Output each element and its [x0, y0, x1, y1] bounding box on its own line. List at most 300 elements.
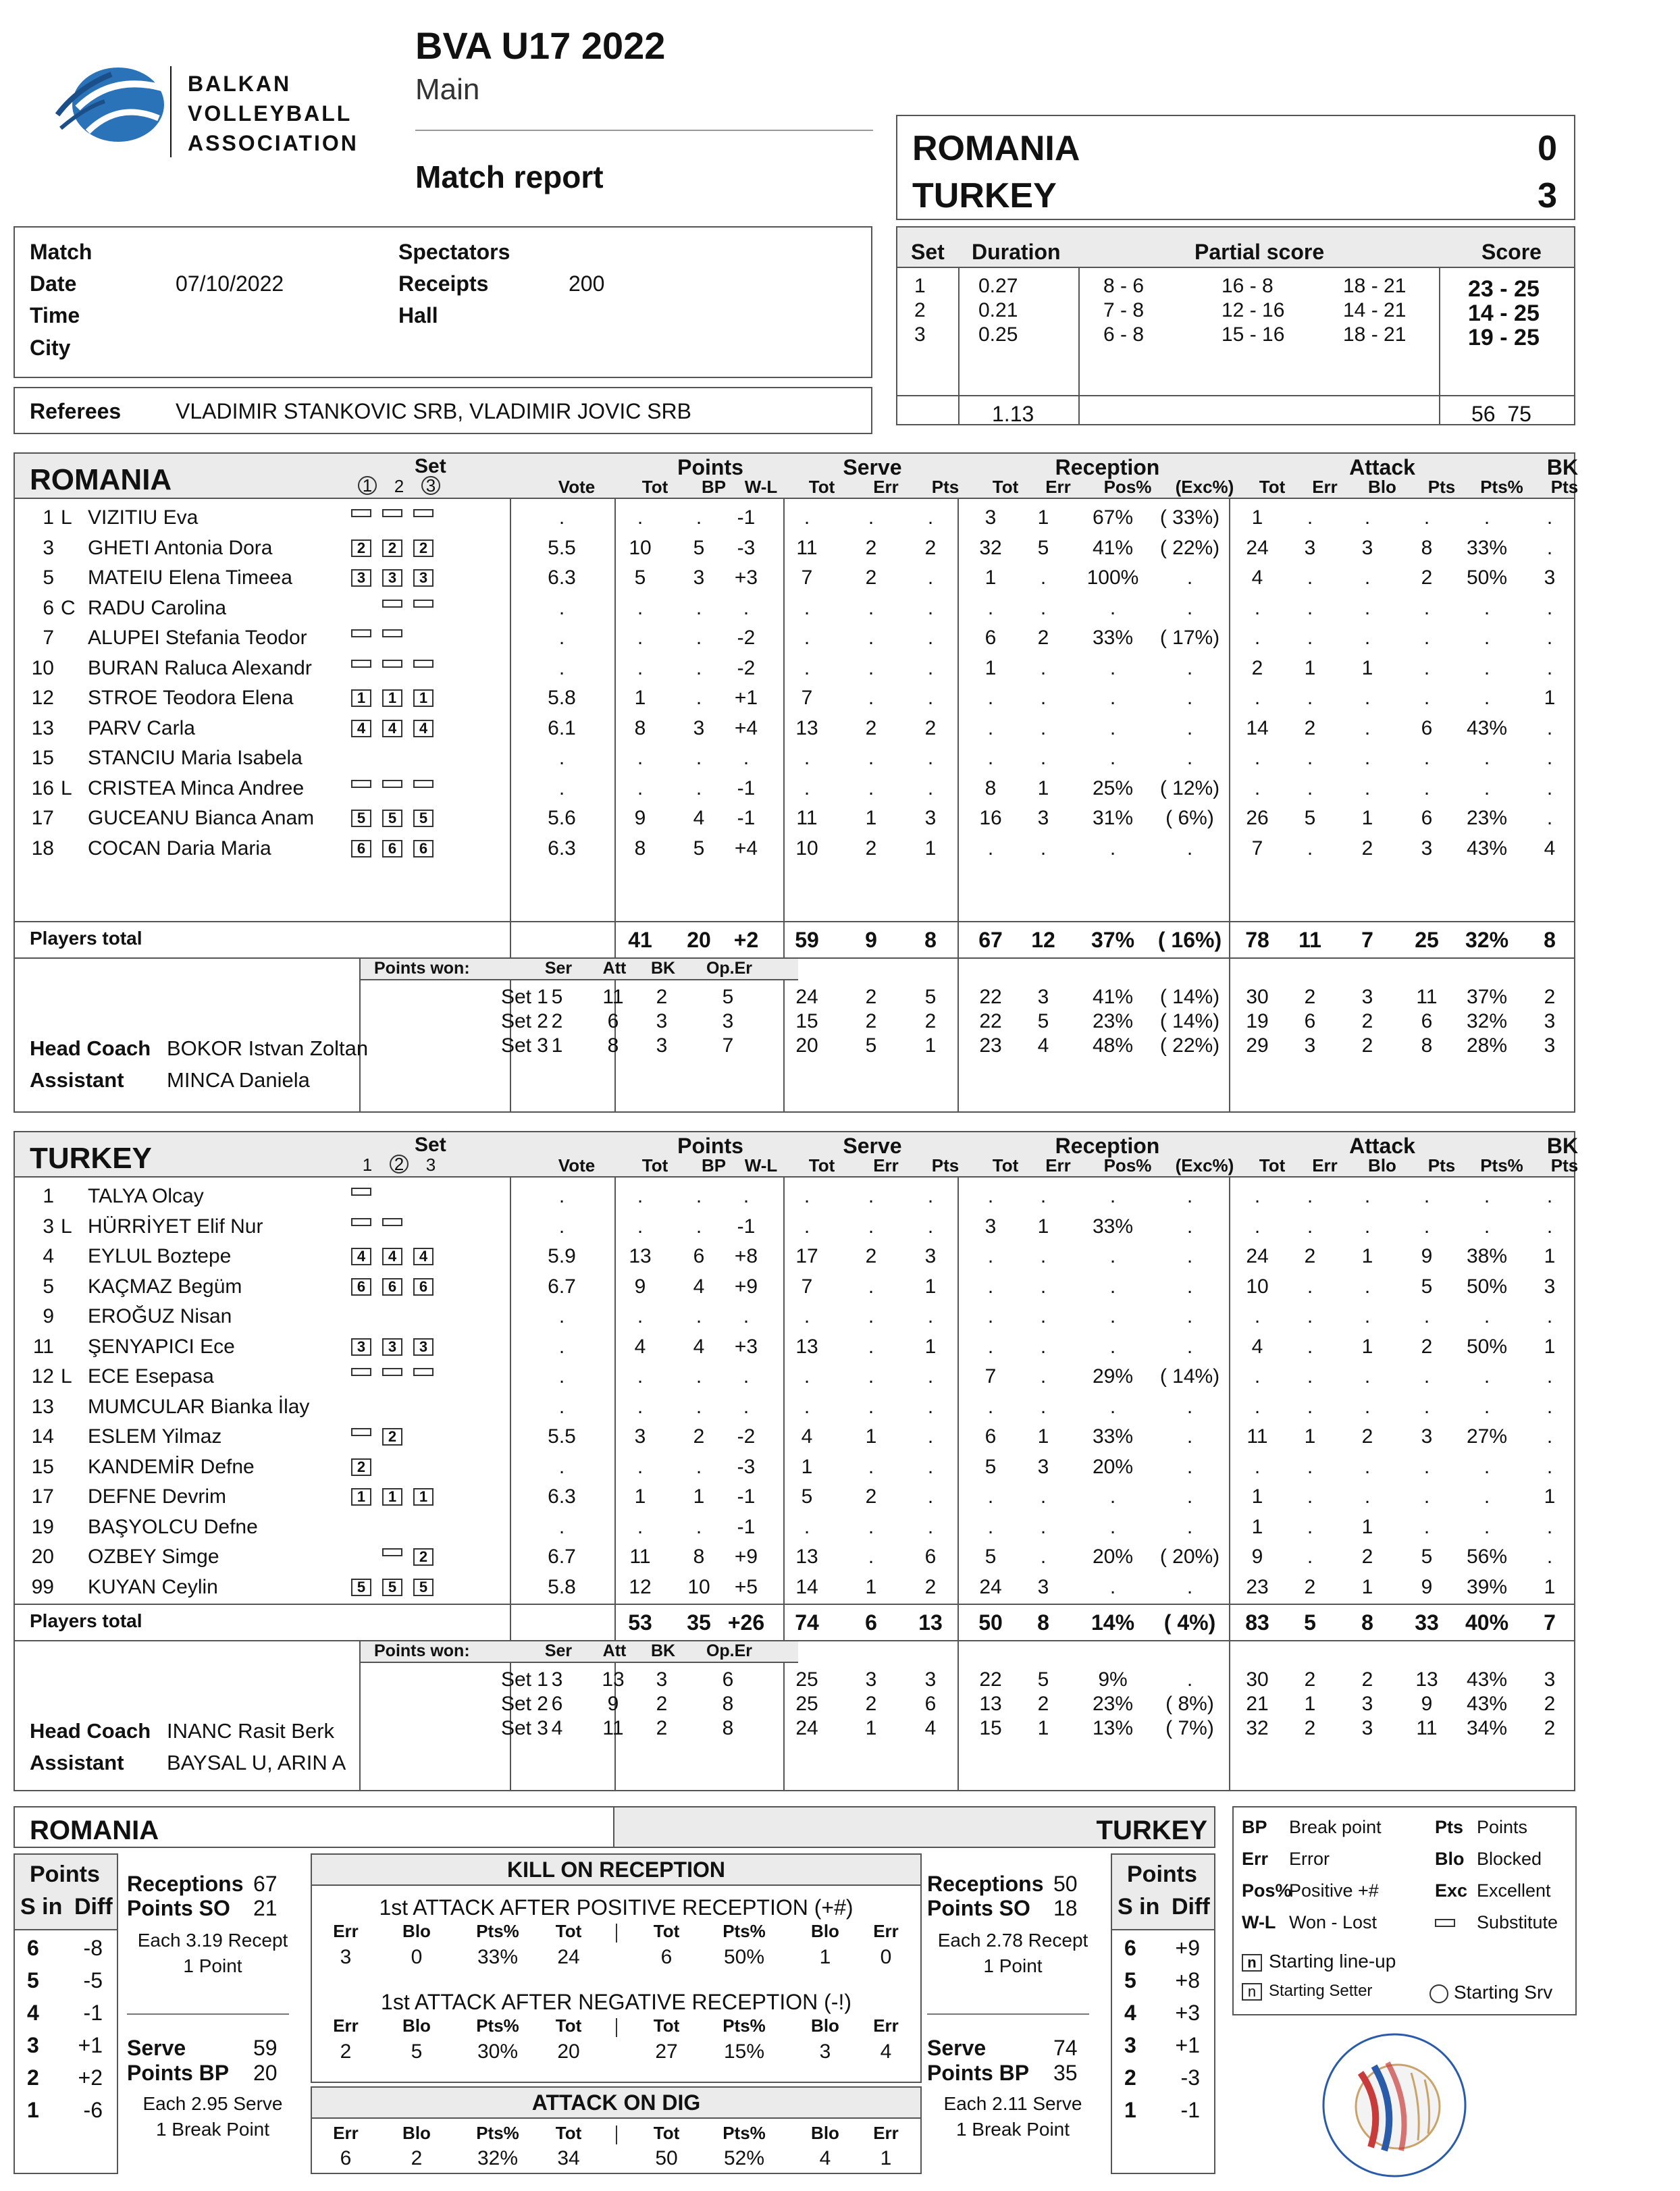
total-value: 78 — [1245, 928, 1269, 952]
rotation-diff: -1 — [83, 2001, 103, 2025]
player-number: 11 — [32, 1335, 54, 1358]
stat-value: 1 — [1544, 1485, 1556, 1508]
stat-value: . — [987, 1485, 994, 1508]
kill-divider — [616, 2018, 617, 2037]
lineup-position: 4 — [382, 1248, 402, 1265]
set-stat-value: 3 — [1544, 1668, 1556, 1691]
total-value: 11 — [1298, 928, 1321, 952]
sets-total-row — [896, 395, 1575, 425]
lineup-position: 1 — [382, 689, 402, 707]
col-sub-header: BP — [701, 477, 727, 497]
set-points-won: 3 — [656, 1668, 668, 1691]
stat-value: +4 — [734, 716, 758, 739]
legend-srv — [1429, 1982, 1552, 2003]
legend-abbr: BP — [1242, 1817, 1267, 1837]
kill-value: 3 — [340, 1946, 352, 1968]
stat-value: . — [1186, 566, 1193, 589]
substitute-icon — [351, 509, 371, 517]
player-number: 14 — [31, 1425, 54, 1448]
rotation-number: 2 — [1124, 2065, 1136, 2090]
set-stat-value: 3 — [1037, 986, 1049, 1008]
player-name: OZBEY Simge — [88, 1546, 219, 1568]
stat-value: . — [1109, 1575, 1116, 1598]
lineup-position: 2 — [413, 1548, 434, 1566]
lineup-label: Starting line-up — [1269, 1951, 1396, 1972]
player-name: BURAN Raluca Alexandr — [88, 656, 312, 679]
kill-col-header: Tot — [653, 1921, 680, 1941]
stat-value: 2 — [1361, 837, 1373, 860]
lineup-position: 3 — [413, 1338, 434, 1356]
stat-value: . — [1423, 1215, 1430, 1238]
lineup-position: 2 — [382, 539, 402, 557]
rotation-diff: -1 — [1180, 2098, 1200, 2122]
stat-value: . — [637, 1395, 644, 1418]
stat-value: . — [1186, 747, 1193, 769]
kill-col-header: Pts% — [723, 2015, 766, 2036]
stat-value: . — [927, 506, 934, 529]
substitute-icon — [351, 1428, 371, 1436]
kill-col-header: Blo — [402, 2015, 431, 2036]
stat-value: 5 — [693, 837, 705, 860]
stat-value: 6.7 — [548, 1275, 576, 1298]
stat-value: . — [804, 1185, 810, 1207]
col-sub-header: Tot — [641, 1155, 668, 1176]
stat-value: . — [1546, 1215, 1553, 1238]
substitute-icon — [351, 1368, 371, 1376]
stat-value: . — [868, 776, 874, 799]
player-number: 17 — [31, 807, 54, 829]
stat-value: . — [1109, 747, 1116, 769]
lineup-position: 4 — [351, 720, 371, 737]
setter-square-icon: n — [1242, 1983, 1262, 2001]
stat-value: . — [1307, 596, 1313, 619]
stat-value: 2 — [1251, 656, 1263, 679]
stat-value: . — [1423, 1485, 1430, 1508]
kill-value: 20 — [557, 2040, 580, 2063]
stat-value: . — [804, 1365, 810, 1388]
player-name: ALUPEI Stefania Teodor — [88, 627, 307, 649]
player-name: ECE Esepasa — [88, 1365, 214, 1388]
stat-value: . — [1109, 1395, 1116, 1418]
rotation-diff: +1 — [78, 2033, 103, 2057]
set-stat-value: 5 — [924, 986, 937, 1008]
stat-value: 33% — [1092, 627, 1134, 649]
stat-value: 8 — [693, 1546, 705, 1568]
set-mark: 3 — [421, 476, 440, 495]
set-stat-value: 29 — [1246, 1034, 1269, 1057]
stat-value: 9 — [634, 1275, 646, 1298]
player-number: 12 — [31, 1365, 54, 1388]
col-sub-header: Pts — [931, 477, 960, 497]
total-value: 33 — [1415, 1610, 1439, 1635]
player-name: KAÇMAZ Begüm — [88, 1275, 242, 1298]
total-value: 14% — [1091, 1610, 1135, 1635]
total-value: 53 — [628, 1610, 652, 1635]
set-mark: 3 — [425, 1155, 436, 1175]
total-value: 50 — [978, 1610, 1003, 1635]
stat-value: 2 — [1037, 627, 1049, 649]
stat-value: . — [1364, 1485, 1371, 1508]
stat-value: . — [868, 1305, 874, 1327]
stat-value: 2 — [1421, 1335, 1433, 1358]
stat-value: 5.8 — [548, 1575, 576, 1598]
stat-value: . — [868, 596, 874, 619]
stat-value: . — [1040, 1395, 1047, 1418]
head-coach-label: Head Coach — [30, 1036, 151, 1060]
rotation-number: 3 — [27, 2033, 39, 2057]
stat-value: . — [1109, 716, 1116, 739]
stat-value: . — [1186, 596, 1193, 619]
stat-value: 31% — [1092, 807, 1134, 829]
points-won-col: Ser — [544, 1641, 573, 1660]
stat-value: . — [1186, 1395, 1193, 1418]
stat-value: 41% — [1092, 536, 1134, 559]
legend-abbr: Pts — [1435, 1817, 1464, 1837]
points-won-col: BK — [650, 959, 676, 978]
home-team-name: ROMANIA — [912, 129, 1080, 168]
home-points-label: Points — [30, 1862, 100, 1887]
set-stat-value: 22 — [979, 1010, 1002, 1032]
set-score: 14 - 25 — [1468, 300, 1540, 326]
stat-value: . — [868, 1455, 874, 1478]
stat-value: . — [1307, 1395, 1313, 1418]
stat-value: 1 — [1361, 807, 1373, 829]
stat-value: . — [804, 1305, 810, 1327]
stat-value: . — [804, 747, 810, 769]
stat-value: 2 — [865, 1485, 877, 1508]
player-row — [15, 803, 1574, 833]
set-stat-value: 3 — [1304, 1034, 1316, 1057]
players-total-label: Players total — [30, 1610, 142, 1631]
stat-value: . — [1109, 1245, 1116, 1267]
team-section-romania — [14, 452, 1579, 1113]
kill-value: 3 — [819, 2040, 831, 2063]
stat-value: . — [558, 1335, 565, 1358]
away-so-panel — [922, 1870, 1104, 2167]
rotation-diff: +2 — [78, 2065, 103, 2090]
set-stat-value: 32 — [1246, 1717, 1269, 1739]
set-points-won: 2 — [656, 1693, 668, 1715]
head-coach-name: BOKOR Istvan Zoltan — [167, 1036, 369, 1060]
away-serve-value: 74 — [1053, 2036, 1078, 2060]
stat-value: . — [1364, 1365, 1371, 1388]
stat-value: . — [1307, 566, 1313, 589]
col-sub-header: Pts% — [1480, 1155, 1523, 1176]
home-each-serve: Each 2.95 Serve — [142, 2093, 283, 2114]
time-label: Time — [30, 303, 80, 327]
col-sub-header: Pos% — [1103, 1155, 1152, 1176]
away-sets: 3 — [1538, 176, 1557, 215]
stat-value: . — [1423, 1455, 1430, 1478]
set-stat-label: Set 3 — [500, 1034, 548, 1057]
stat-value: . — [1109, 1515, 1116, 1538]
legend-abbr: Exc — [1435, 1880, 1468, 1901]
partial-3: 14 - 21 — [1343, 299, 1407, 321]
set-points-won: 11 — [602, 1717, 624, 1739]
away-team-name: TURKEY — [912, 176, 1057, 215]
stat-value: . — [1423, 1185, 1430, 1207]
kill-value: 50% — [723, 1946, 765, 1968]
set-stat-value: 23% — [1092, 1010, 1134, 1032]
stat-value: . — [927, 1395, 934, 1418]
player-name: EYLUL Boztepe — [88, 1245, 232, 1267]
player-number: 17 — [31, 1485, 54, 1508]
player-row — [15, 562, 1574, 592]
col-group-bk: BK — [1546, 1134, 1579, 1158]
set-stat-value: 24 — [795, 1717, 818, 1739]
player-number: 3 — [43, 536, 54, 559]
stat-value: 6.3 — [548, 566, 576, 589]
total-value: 41 — [628, 928, 652, 952]
col-sub-header: Tot — [641, 477, 668, 497]
away-so-label: Points SO — [927, 1896, 1030, 1920]
stat-value: -1 — [737, 776, 756, 799]
rotation-number: 6 — [27, 1936, 39, 1960]
stat-value: . — [868, 687, 874, 709]
col-sub-header: Err — [1045, 477, 1071, 497]
stat-value: . — [1186, 1215, 1193, 1238]
stat-value: . — [927, 566, 934, 589]
stat-value: 38% — [1466, 1245, 1508, 1267]
total-value: ( 16%) — [1157, 928, 1222, 952]
player-number: 19 — [31, 1515, 54, 1538]
set-stat-label: Set 1 — [500, 1668, 548, 1691]
referees-box — [14, 387, 872, 434]
player-name: MATEIU Elena Timeea — [88, 566, 292, 589]
stat-value: 3 — [985, 506, 997, 529]
set-stat-value: 5 — [1037, 1668, 1049, 1691]
lineup-position: 3 — [413, 569, 434, 587]
stat-value: 2 — [1361, 1425, 1373, 1448]
team-header — [15, 1132, 1579, 1178]
set-points-won: 3 — [656, 1010, 668, 1032]
stat-value: . — [1423, 506, 1430, 529]
stat-value: 3 — [985, 1215, 997, 1238]
legend-desc: Substitute — [1477, 1912, 1558, 1932]
player-row — [15, 1512, 1574, 1541]
set-stats-separator — [359, 1641, 361, 1790]
stat-value: . — [1109, 1275, 1116, 1298]
rotation-diff: +3 — [1175, 2001, 1200, 2025]
player-name: ŞENYAPICI Ece — [88, 1335, 235, 1358]
stat-value: . — [743, 1305, 750, 1327]
stat-value: 1 — [1251, 1485, 1263, 1508]
set-stat-value: 48% — [1092, 1034, 1134, 1057]
lineup-position: 2 — [351, 1458, 371, 1476]
stat-value: 2 — [865, 566, 877, 589]
stat-value: . — [1109, 837, 1116, 860]
away-so-value: 18 — [1053, 1896, 1078, 1920]
stat-value: . — [1040, 1275, 1047, 1298]
lineup-position: 6 — [351, 1278, 371, 1296]
set-stat-value: 8 — [1421, 1034, 1433, 1057]
date-value: 07/10/2022 — [176, 271, 284, 296]
stat-value: . — [1307, 1305, 1313, 1327]
stat-value: . — [695, 627, 702, 649]
col-sub-header: Blo — [1368, 477, 1396, 497]
set-stat-value: ( 14%) — [1159, 986, 1220, 1008]
player-row — [15, 1241, 1574, 1271]
stat-value: 1 — [1361, 1515, 1373, 1538]
substitute-icon — [351, 1218, 371, 1226]
lineup-position: 5 — [382, 1579, 402, 1596]
stat-value: . — [804, 596, 810, 619]
player-row — [15, 1181, 1574, 1211]
away-rec-value: 50 — [1053, 1872, 1078, 1896]
set-stat-value: 13 — [1415, 1668, 1438, 1691]
stat-value: . — [1040, 1485, 1047, 1508]
lineup-position: 5 — [413, 810, 434, 827]
stat-value: . — [1546, 776, 1553, 799]
bottom-header-home — [14, 1806, 614, 1848]
player-name: DEFNE Devrim — [88, 1485, 227, 1508]
col-sub-header: Tot — [1259, 477, 1286, 497]
set-stat-value: 4 — [924, 1717, 937, 1739]
set-number: 3 — [914, 323, 926, 346]
points-won-col: Op.Er — [706, 1641, 753, 1660]
set-points-won: 2 — [656, 986, 668, 1008]
stat-value: . — [804, 1215, 810, 1238]
stat-value: . — [695, 656, 702, 679]
stat-value: 3 — [1304, 536, 1316, 559]
kill-col-header: Tot — [555, 1921, 582, 1941]
stat-value: . — [1484, 687, 1490, 709]
substitute-icon — [382, 1368, 402, 1376]
stat-value: 6 — [985, 1425, 997, 1448]
stat-value: 11 — [629, 1546, 651, 1568]
set-points-won: 3 — [551, 1668, 563, 1691]
kill-value: 6 — [660, 1946, 673, 1968]
stat-value: 6 — [985, 627, 997, 649]
col-group-serve: Serve — [843, 455, 902, 479]
player-row — [15, 833, 1574, 863]
col-sub-header: Pts — [1550, 477, 1579, 497]
stat-value: 43% — [1466, 837, 1508, 860]
set-stat-value: 20 — [795, 1034, 818, 1057]
stat-value: . — [1186, 1455, 1193, 1478]
set-points-won: 9 — [607, 1693, 619, 1715]
stat-value: 1 — [1304, 656, 1316, 679]
player-row — [15, 743, 1574, 772]
stat-value: 2 — [1304, 716, 1316, 739]
stat-value: . — [1254, 1365, 1261, 1388]
stat-value: 8 — [1421, 536, 1433, 559]
rotation-number: 5 — [27, 1968, 39, 1992]
set-stat-value: 3 — [1361, 986, 1373, 1008]
set-points-won: 5 — [551, 986, 563, 1008]
player-row — [15, 653, 1574, 683]
stat-value: . — [1040, 687, 1047, 709]
substitute-legend-icon — [1435, 1919, 1455, 1927]
player-row — [15, 1541, 1574, 1571]
set-stat-label: Set 1 — [500, 986, 548, 1008]
stat-value: 1 — [924, 837, 937, 860]
stat-value: . — [1254, 747, 1261, 769]
set-stat-value: 19 — [1246, 1010, 1269, 1032]
set-points-won: 8 — [722, 1717, 734, 1739]
stat-value: . — [637, 656, 644, 679]
stat-value: . — [868, 656, 874, 679]
stat-value: . — [987, 1395, 994, 1418]
stat-value: . — [1546, 1546, 1553, 1568]
set-stat-value: 5 — [1037, 1010, 1049, 1032]
stat-value: 1 — [1361, 1575, 1373, 1598]
kill-col-header: Pts% — [476, 2123, 519, 2143]
stat-value: 2 — [924, 1575, 937, 1598]
col-sub-header: W-L — [744, 477, 778, 497]
total-value: 74 — [795, 1610, 819, 1635]
rotation-number: 3 — [1124, 2033, 1136, 2057]
stat-value: 6.3 — [548, 837, 576, 860]
stat-value: . — [868, 1546, 874, 1568]
stat-value: . — [1546, 1425, 1553, 1448]
stat-value: 2 — [865, 536, 877, 559]
stat-value: . — [1307, 747, 1313, 769]
stat-value: . — [987, 837, 994, 860]
set-stat-value: 4 — [1037, 1034, 1049, 1057]
total-duration: 1.13 — [992, 402, 1034, 426]
stat-value: 10 — [629, 536, 652, 559]
stat-value: . — [1186, 1275, 1193, 1298]
stat-value: . — [695, 1215, 702, 1238]
stat-value: . — [695, 747, 702, 769]
stat-value: 8 — [634, 716, 646, 739]
stat-value: 5.6 — [548, 807, 576, 829]
stat-value: -2 — [737, 656, 756, 679]
stat-value: . — [868, 747, 874, 769]
stat-value: 50% — [1466, 566, 1508, 589]
stat-value: . — [1040, 716, 1047, 739]
stat-value: . — [1307, 837, 1313, 860]
lineup-position: 1 — [351, 1488, 371, 1506]
kill-value: 0 — [880, 1946, 892, 1968]
stat-value: . — [1186, 1185, 1193, 1207]
report-title: Match report — [415, 159, 604, 194]
stat-value: . — [1423, 747, 1430, 769]
kill-col-header: Err — [333, 2123, 359, 2143]
player-name: MUMCULAR Bianka İlay — [88, 1395, 310, 1418]
stat-value: . — [1484, 656, 1490, 679]
legend-abbr: W-L — [1242, 1912, 1276, 1932]
stat-value: 24 — [979, 1575, 1002, 1598]
set-stat-value: 2 — [1037, 1693, 1049, 1715]
stat-value: . — [868, 1275, 874, 1298]
stat-value: . — [804, 627, 810, 649]
col-sub-header: Vote — [558, 1155, 596, 1176]
stat-value: . — [1364, 627, 1371, 649]
stat-value: . — [743, 1185, 750, 1207]
total-value: +26 — [727, 1610, 765, 1635]
stat-value: 8 — [634, 837, 646, 860]
stat-value: . — [1186, 656, 1193, 679]
player-name: TALYA Olcay — [88, 1185, 204, 1207]
stat-value: . — [1546, 1365, 1553, 1388]
kill-value: 6 — [340, 2147, 352, 2169]
stat-value: 5 — [1421, 1546, 1433, 1568]
set-points-won: 6 — [551, 1693, 563, 1715]
stat-value: 25% — [1092, 776, 1134, 799]
kill-value: 2 — [411, 2147, 423, 2169]
away-sin-label: S in — [1118, 1894, 1160, 1920]
stat-value: . — [558, 656, 565, 679]
stat-value: . — [637, 1215, 644, 1238]
stat-value: . — [558, 1515, 565, 1538]
player-row — [15, 1452, 1574, 1481]
stat-value: 33% — [1092, 1215, 1134, 1238]
stat-value: 8 — [985, 776, 997, 799]
stat-value: . — [1109, 1335, 1116, 1358]
substitute-icon — [382, 1218, 402, 1226]
